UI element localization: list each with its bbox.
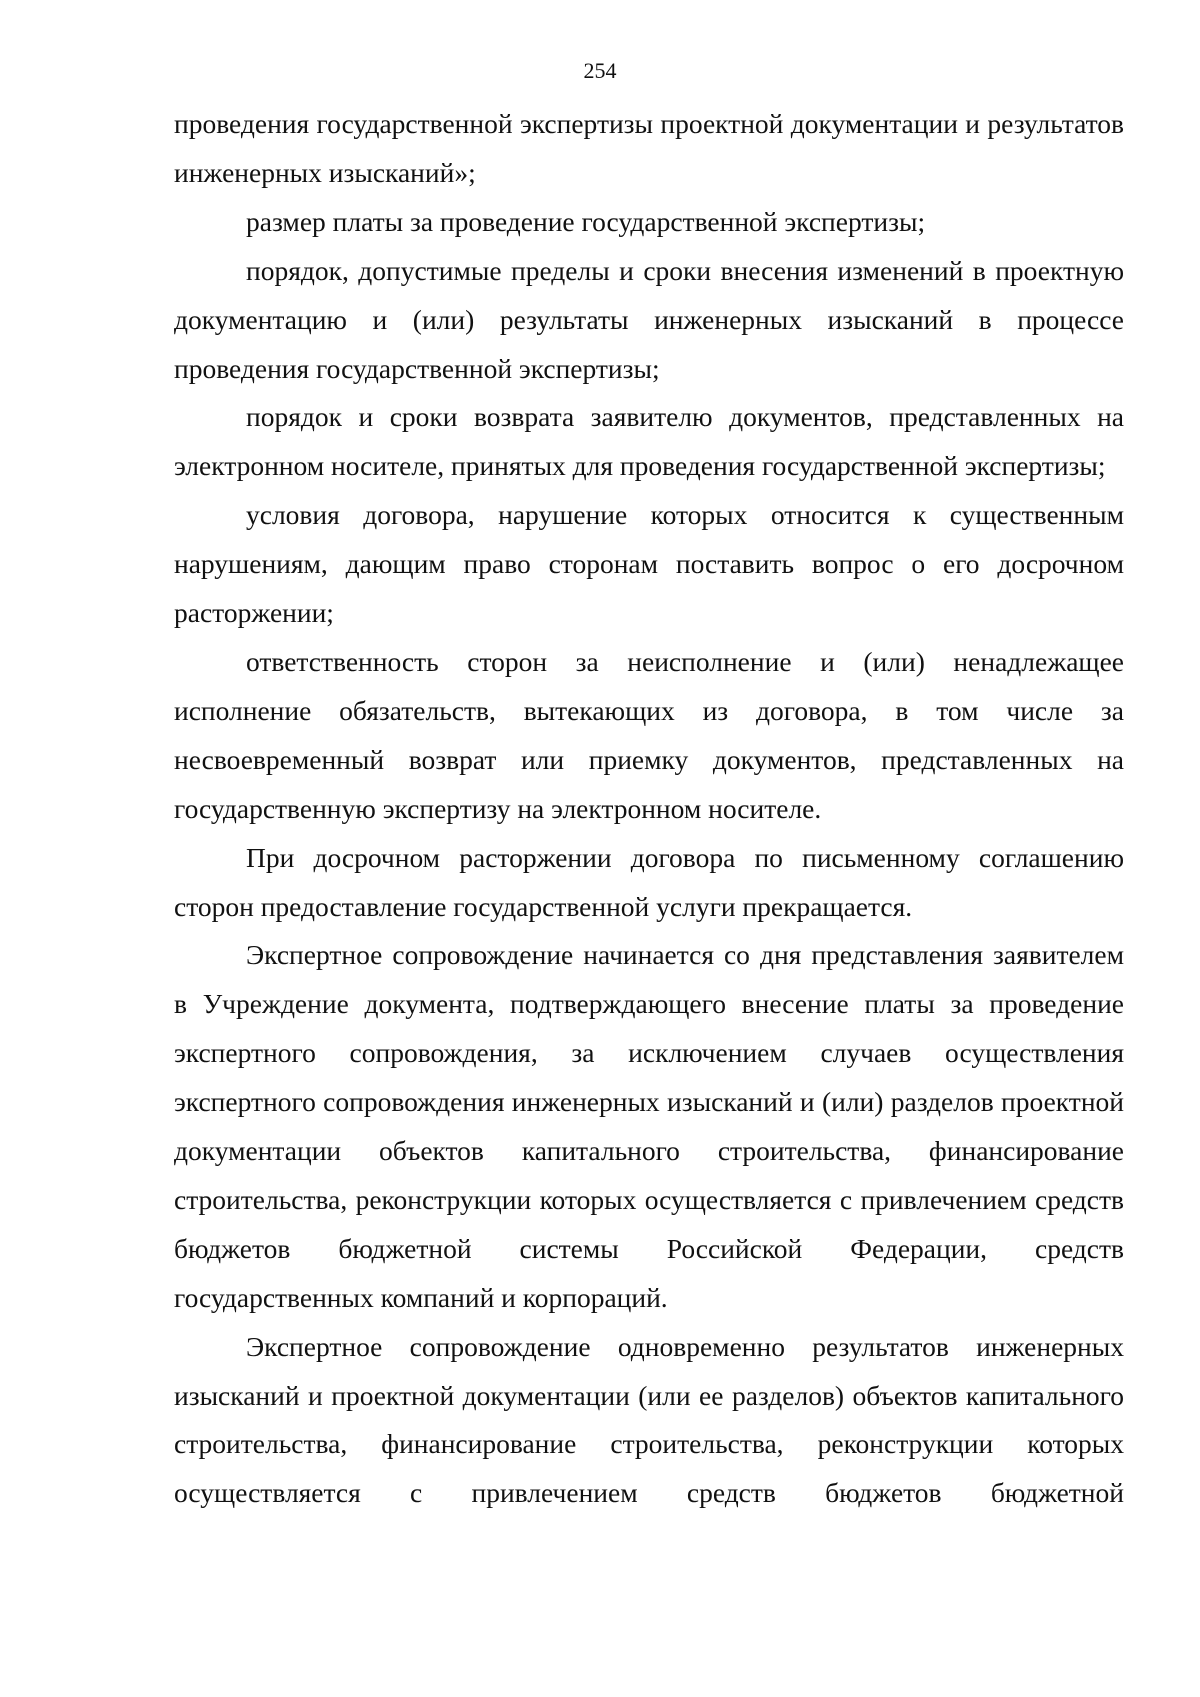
paragraph-2: размер платы за проведение государственной экспертизы; xyxy=(246,205,926,237)
paragraph-5: условия договора, нарушение которых относится к существенным нарушениям, дающим право сторонам поставить вопрос о его досрочном расторжении; xyxy=(174,499,1124,629)
paragraph-4: порядок и сроки возврата заявителю документов, представленных на электронном носителе, принятых для проведения государственной экспертизы; xyxy=(174,401,1124,482)
paragraph-6: ответственность сторон за неисполнение и (или) ненадлежащее исполнение обязательств, вытекающих из договора, в том числе за несвоевременный возврат или приемку документов, представленных на государственную экспертизу на электронном носителе. xyxy=(174,645,1124,824)
paragraph-9: Экспертное сопровождение одновременно результатов инженерных изысканий и проектной документации (или ее разделов) объектов капитального строительства, финансирование строительства, реконструкции которых осуществляется с привлечением средств бюджетов бюджетной xyxy=(174,1330,1124,1509)
paragraph-1: проведения государственной экспертизы проектной документации и результатов инженерных изысканий»; xyxy=(174,108,1124,188)
paragraph-7: При досрочном расторжении договора по письменному соглашению сторон предоставление государственной услуги прекращается. xyxy=(174,841,1124,922)
body-text xyxy=(174,100,1124,1518)
page-number: 254 xyxy=(583,58,617,83)
paragraph-3: порядок, допустимые пределы и сроки внесения изменений в проектную документацию и (или) результаты инженерных изысканий в процессе проведения государственной экспертизы; xyxy=(174,254,1124,384)
paragraph-8: Экспертное сопровождение начинается со дня представления заявителем в Учреждение документа, подтверждающего внесение платы за проведение экспертного сопровождения, за исключением случаев осуществления экспертного сопровождения инженерных изысканий и (или) разделов проектной документации объектов капитального строительства, финансирование строительства, реконструкции которых осуществляется с привлечением средств бюджетов бюджетной системы Российской Федерации, средств государственных компаний и корпораций. xyxy=(174,939,1124,1313)
